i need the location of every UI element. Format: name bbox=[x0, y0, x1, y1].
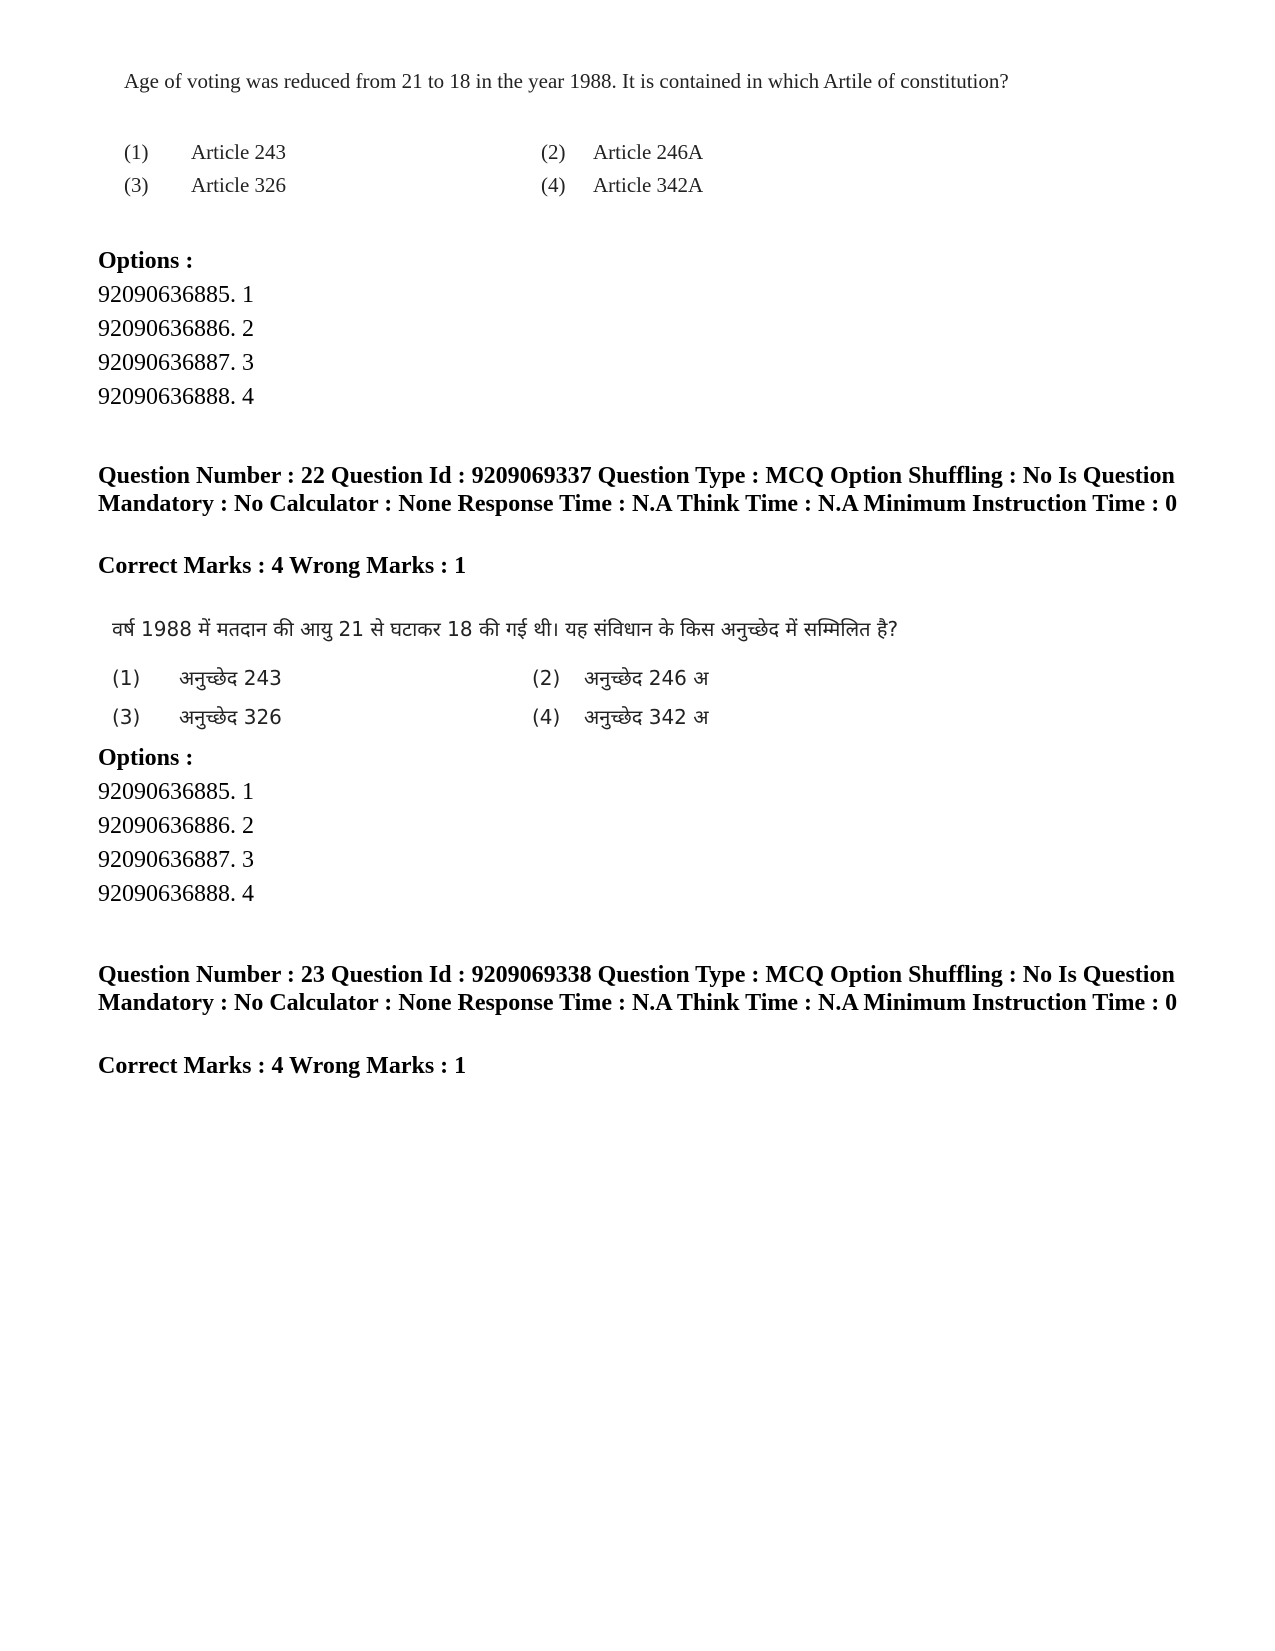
option-id-4: 92090636888. 4 bbox=[98, 384, 254, 410]
option-id-1: 92090636885. 1 bbox=[98, 282, 254, 308]
option-number: (4) bbox=[541, 173, 566, 197]
option-2 bbox=[541, 140, 703, 165]
option-id-2: 92090636886. 2 bbox=[98, 316, 254, 342]
question-text: वर्ष 1988 में मतदान की आयु 21 से घटाकर 18 की गई थी। यह संविधान के किस अनुच्छेद में सम्मिलित है? bbox=[112, 617, 899, 641]
option-1 bbox=[112, 664, 282, 691]
q21-options-block bbox=[98, 244, 1178, 414]
option-id-2: 92090636886. 2 bbox=[98, 813, 254, 839]
option-text: Article 243 bbox=[191, 140, 287, 164]
option-id-3: 92090636887. 3 bbox=[98, 847, 254, 873]
option-number: (1) bbox=[112, 666, 141, 690]
option-text: Article 246A bbox=[593, 140, 704, 164]
option-1 bbox=[124, 140, 286, 165]
option-text: अनुच्छेद 326 bbox=[179, 705, 282, 729]
question-text: Age of voting was reduced from 21 to 18 in the year 1988. It is contained in which Artile of constitution? bbox=[124, 69, 1009, 93]
q23-meta: Question Number : 23 Question Id : 9209069338 Question Type : MCQ Option Shuffling : No Is Question Mandatory : No Calculator : None Response Time : N.A Think Time : N.A Minimum Instruction Time : 0 bbox=[98, 962, 1178, 1016]
q23-marks: Correct Marks : 4 Wrong Marks : 1 bbox=[98, 1053, 467, 1079]
options-heading: Options : bbox=[98, 745, 194, 771]
option-3 bbox=[112, 703, 282, 730]
option-4 bbox=[541, 173, 703, 198]
option-number: (1) bbox=[124, 140, 149, 164]
option-id-1: 92090636885. 1 bbox=[98, 779, 254, 805]
option-number: (2) bbox=[532, 666, 561, 690]
options-heading: Options : bbox=[98, 248, 194, 274]
option-text: अनुच्छेद 243 bbox=[179, 666, 282, 690]
q22-options-block bbox=[98, 741, 1178, 911]
question-22-image bbox=[112, 618, 1012, 728]
option-2 bbox=[532, 664, 709, 691]
option-text: अनुच्छेद 342 अ bbox=[584, 705, 709, 729]
option-text: अनुच्छेद 246 अ bbox=[584, 666, 709, 690]
option-number: (3) bbox=[124, 173, 149, 197]
option-number: (2) bbox=[541, 140, 566, 164]
option-4 bbox=[532, 703, 709, 730]
option-id-4: 92090636888. 4 bbox=[98, 881, 254, 907]
q22-marks: Correct Marks : 4 Wrong Marks : 1 bbox=[98, 553, 467, 579]
question-21-image bbox=[124, 70, 1024, 210]
option-text: Article 326 bbox=[191, 173, 287, 197]
q22-meta: Question Number : 22 Question Id : 9209069337 Question Type : MCQ Option Shuffling : No Is Question Mandatory : No Calculator : None Response Time : N.A Think Time : N.A Minimum Instruction Time : 0 bbox=[98, 463, 1178, 517]
option-id-3: 92090636887. 3 bbox=[98, 350, 254, 376]
option-number: (4) bbox=[532, 705, 561, 729]
option-3 bbox=[124, 173, 286, 198]
option-number: (3) bbox=[112, 705, 141, 729]
option-text: Article 342A bbox=[593, 173, 704, 197]
